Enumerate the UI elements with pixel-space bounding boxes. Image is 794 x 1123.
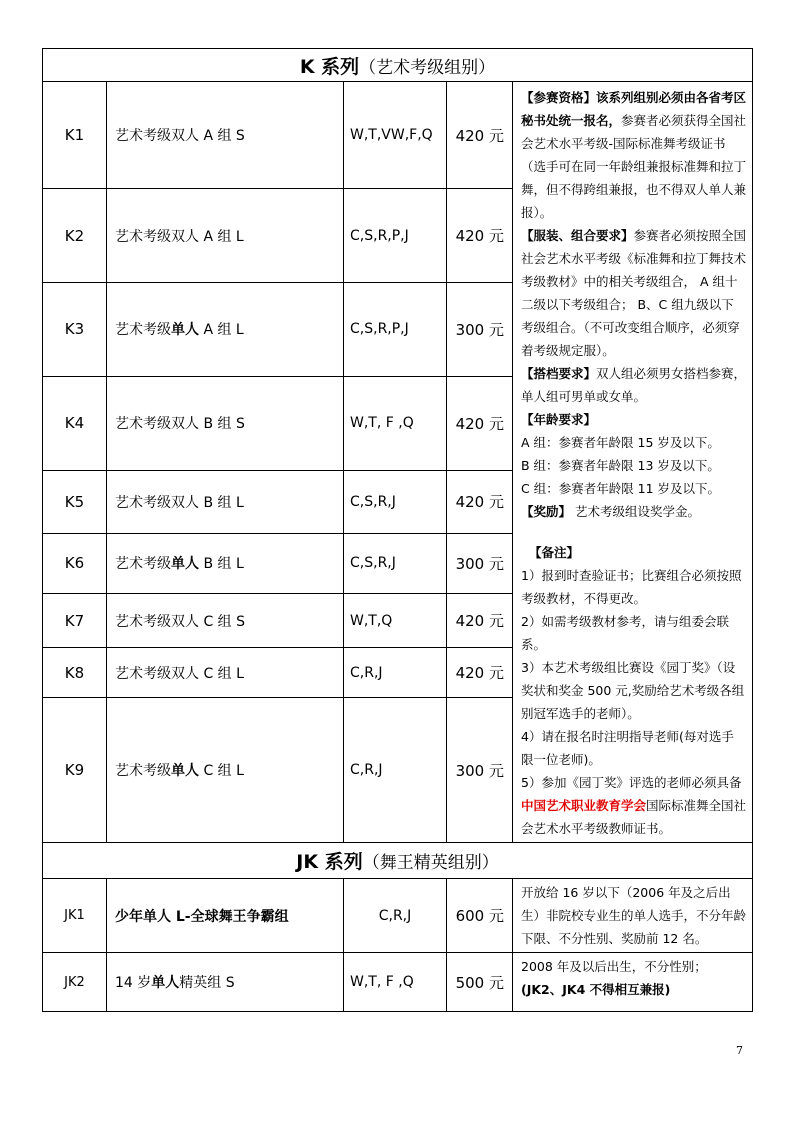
group-name: 艺术考级双人 A 组 L (107, 189, 344, 282)
group-name: 艺术考级双人 B 组 S (107, 377, 344, 470)
group-code: K4 (43, 377, 107, 470)
competition-table (42, 48, 753, 1012)
age-c: C 组：参赛者年龄限 11 岁及以下。 (521, 481, 721, 496)
dance-list: W,T,Q (344, 593, 447, 647)
dance-list: W,T, F ,Q (344, 377, 447, 470)
entry-fee: 420 元 (447, 377, 513, 470)
spacer (521, 523, 746, 541)
entry-fee: 300 元 (447, 698, 513, 843)
table-row (43, 82, 753, 189)
dance-list: W,T,VW,F,Q (344, 82, 447, 189)
group-code: JK1 (43, 879, 107, 953)
entry-fee: 300 元 (447, 282, 513, 376)
table-row (43, 879, 753, 953)
dance-list: C,S,R,P,J (344, 282, 447, 376)
group-name: 少年单人 L-全球舞王争霸组 (107, 879, 344, 953)
dance-list: C,S,R,P,J (344, 189, 447, 282)
costume-note: 【服装、组合要求】参赛者必须按照全国社会艺术水平考级《标准舞和拉丁舞技术考级教材》中的相关考级组合， A 组十二级以下考级组合； B、C 组九级以下考级组合。（不可改变组合顺序，必须穿着考级规定服）。 (521, 228, 747, 358)
group-code: K7 (43, 593, 107, 647)
remark-2: 2）如需考级教材参考，请与组委会联系。 (521, 614, 729, 652)
age-a: A 组：参赛者年龄限 15 岁及以下。 (521, 435, 720, 450)
dance-list: C,R,J (344, 879, 447, 953)
group-code: K9 (43, 698, 107, 843)
entry-fee: 420 元 (447, 470, 513, 533)
remark-3: 3）本艺术考级组比赛设《园丁奖》（设奖状和奖金 500 元,奖励给艺术考级各组别冠军选手的老师）。 (521, 660, 745, 721)
remark-5: 5）参加《园丁奖》评选的老师必须具备中国艺术职业教育学会国际标准舞全国社会艺术水平考级教师证书。 (521, 775, 747, 836)
group-name: 艺术考级双人 C 组 L (107, 648, 344, 698)
jk-series-title: JK 系列（舞王精英组别） (43, 843, 753, 879)
entry-fee: 420 元 (447, 189, 513, 282)
entry-fee: 500 元 (447, 953, 513, 1012)
group-code: K2 (43, 189, 107, 282)
group-name: 艺术考级双人 B 组 L (107, 470, 344, 533)
group-name: 艺术考级单人 B 组 L (107, 533, 344, 593)
group-code: K6 (43, 533, 107, 593)
table-row (43, 953, 753, 1012)
dance-list: C,R,J (344, 698, 447, 843)
dance-list: W,T, F ,Q (344, 953, 447, 1012)
group-name: 艺术考级单人 C 组 L (107, 698, 344, 843)
page-number: 7 (736, 1044, 743, 1057)
group-code: K3 (43, 282, 107, 376)
jk1-note: 开放给 16 岁以下（2006 年及之后出生）非院校专业生的单人选手，不分年龄下限、不分性别、奖励前 12 名。 (513, 879, 753, 953)
remarks-heading: 【备注】 (529, 545, 580, 560)
group-name: 艺术考级双人 C 组 S (107, 593, 344, 647)
partner-note: 【搭档要求】双人组必须男女搭档参赛，单人组可男单或女单。 (521, 366, 747, 404)
group-code: K8 (43, 648, 107, 698)
age-heading: 【年龄要求】 (521, 412, 597, 427)
jk2-note: 2008 年及以后出生，不分性别； (JK2、JK4 不得相互兼报) (513, 953, 753, 1012)
remark-4: 4）请在报名时注明指导老师(每对选手限一位老师)。 (521, 729, 734, 767)
remark-1: 1）报到时查验证书；比赛组合必须按照考级教材，不得更改。 (521, 568, 742, 606)
group-name: 艺术考级双人 A 组 S (107, 82, 344, 189)
entry-fee: 420 元 (447, 648, 513, 698)
group-name: 艺术考级单人 A 组 L (107, 282, 344, 376)
dance-list: C,S,R,J (344, 533, 447, 593)
group-code: JK2 (43, 953, 107, 1012)
group-name: 14 岁单人精英组 S (107, 953, 344, 1012)
entry-fee: 300 元 (447, 533, 513, 593)
group-code: K5 (43, 470, 107, 533)
k-series-title: K 系列（艺术考级组别） (43, 49, 753, 82)
eligibility-note: 【参赛资格】该系列组别必须由各省考区秘书处统一报名，参赛者必须获得全国社会艺术水平考级-国际标准舞考级证书（选手可在同一年龄组兼报标准舞和拉丁舞，但不得跨组兼报，也不得双人单人兼报）。 (521, 90, 747, 220)
entry-fee: 420 元 (447, 82, 513, 189)
dance-list: C,R,J (344, 648, 447, 698)
k-series-notes (513, 82, 753, 843)
age-b: B 组：参赛者年龄限 13 岁及以下。 (521, 458, 720, 473)
entry-fee: 600 元 (447, 879, 513, 953)
jk-series-header-row (43, 843, 753, 879)
k-series-header-row (43, 49, 753, 82)
entry-fee: 420 元 (447, 593, 513, 647)
award-note: 【奖励】 艺术考级组设奖学金。 (521, 504, 700, 519)
group-code: K1 (43, 82, 107, 189)
org-name: 中国艺术职业教育学会 (521, 798, 647, 813)
dance-list: C,S,R,J (344, 470, 447, 533)
